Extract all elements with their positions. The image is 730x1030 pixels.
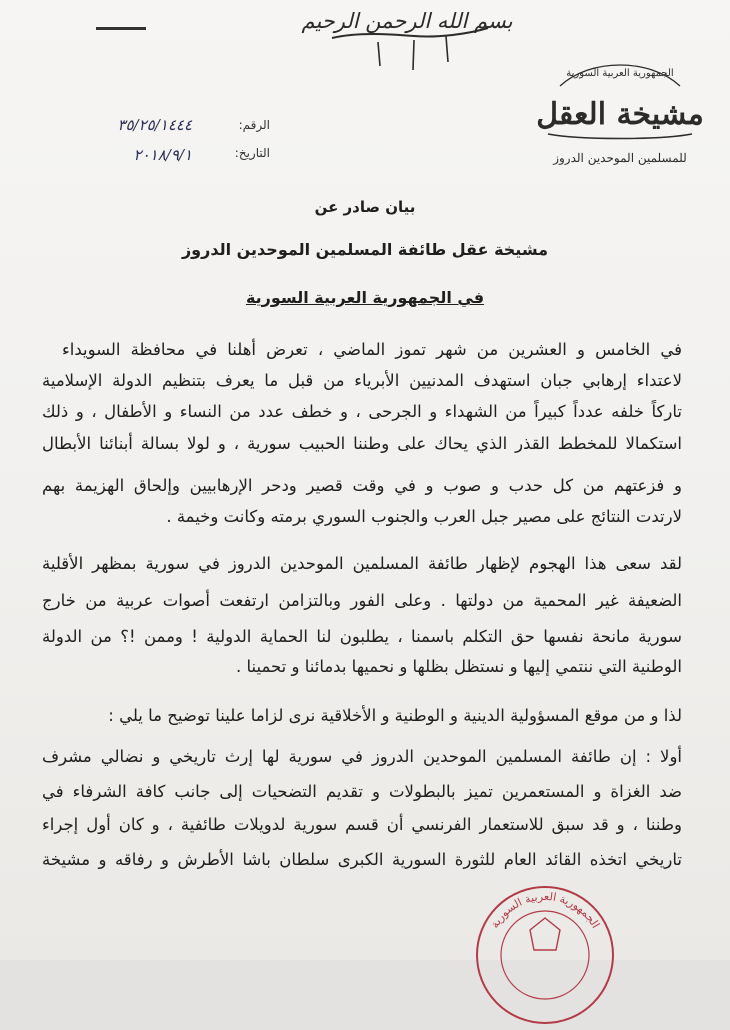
ref-row	[210, 118, 270, 138]
body-line: في الخامس و العشرين من شهر تموز الماضي ، تعرض أهلنا في محافظة السويداء	[62, 340, 682, 359]
svg-text:الجمهورية العربية السورية	[488, 890, 602, 931]
logo-main-text: مشيخة العقل	[536, 97, 704, 132]
body-line: الوطنية التي ننتمي إليها و نستظل بظلها و نحميها بدمائنا و تحمينا .	[236, 657, 682, 676]
date-value-handwritten	[118, 142, 196, 168]
body-line: و فزعتهم من كل حدب و صوب و في وقت قصير ودحر الإرهابيين وإلحاق الهزيمة بهم	[42, 476, 682, 495]
body-line: الضعيفة غير المحمية من دولتها . وعلى الفور وبالتزامن ارتفعت أصوات عربية من خارج	[42, 591, 682, 610]
logo-top-line: الجمهورية العربية السورية	[566, 68, 674, 79]
ref-value: ٣٥/٢٥/١٤٤٤	[117, 116, 192, 134]
body-line: تاركاً خلفه عدداً كبيراً من الشهداء و الجرحى ، و خطف عدد من النساء و الأطفال ، و ذلك	[42, 402, 682, 421]
statement-heading: بيان صادر عن	[314, 198, 416, 216]
body-line: أولا : إن طائفة المسلمين الموحدين الدروز في سورية لها إرث تاريخي و نضالي مشرف	[42, 747, 682, 766]
body-line: سورية مانحة نفسها حق التكلم باسمنا ، يطلبون لنا الحماية الدولية ! وممن !؟ من الدولة	[42, 627, 682, 646]
body-line: لذا و من موقع المسؤولية الدينية و الوطنية و الأخلاقية نرى لزاما علينا توضيح ما يلي :	[108, 706, 682, 725]
date-value: ٢٠١٨/٩/١	[133, 146, 192, 164]
date-row	[210, 146, 270, 166]
ref-label: الرقم:	[238, 118, 270, 132]
top-rule-mark	[96, 27, 146, 30]
body-line: لقد سعى هذا الهجوم لإظهار طائفة المسلمين الموحدين الدروز في سورية بمظهر الأقلية	[42, 554, 682, 573]
body-line: ضد الغزاة و المستعمرين تميز بالبطولات و تقديم التضحيات إلى جانب كافة الشرفاء في	[42, 782, 682, 801]
seal-text: الجمهورية العربية السورية	[487, 889, 603, 931]
country-heading: في الجمهورية العربية السورية	[245, 288, 485, 307]
body-line: وطننا ، و قد سبق للاستعمار الفرنسي أن قسم سورية لدويلات طائفية ، و كان أول إجراء	[42, 815, 682, 834]
logo-bottom-line: للمسلمين الموحدين الدروز	[553, 151, 687, 165]
body-line: لاعتداء إرهابي جبان استهدف المدنيين الأبرياء من قبل ما يعرف بتنظيم الدولة الإسلامية	[42, 371, 682, 390]
basmala-calligraphy	[301, 4, 513, 72]
body-line: لارتدت النتائج على مصير جبل العرب والجنوب السوري برمته وكانت وخيمة .	[166, 507, 682, 526]
date-label: التاريخ:	[234, 146, 270, 160]
mashyakha-logo	[536, 52, 704, 180]
basmala-text: بسم الله الرحمن الرحيم	[301, 9, 513, 33]
body-line: استكمالا للمخطط القذر الذي يحاك على وطننا الحبيب سورية ، و لولا بسالة أبنائنا الأبطال	[42, 434, 682, 453]
ref-value-handwritten	[88, 112, 196, 138]
body-line: تاريخي اتخذه القائد العام للثورة السورية الكبرى سلطان باشا الأطرش و رفاقه و مشيخة	[42, 850, 682, 869]
issuer-heading: مشيخة عقل طائفة المسلمين الموحدين الدروز	[181, 240, 549, 259]
official-seal	[470, 880, 620, 1030]
